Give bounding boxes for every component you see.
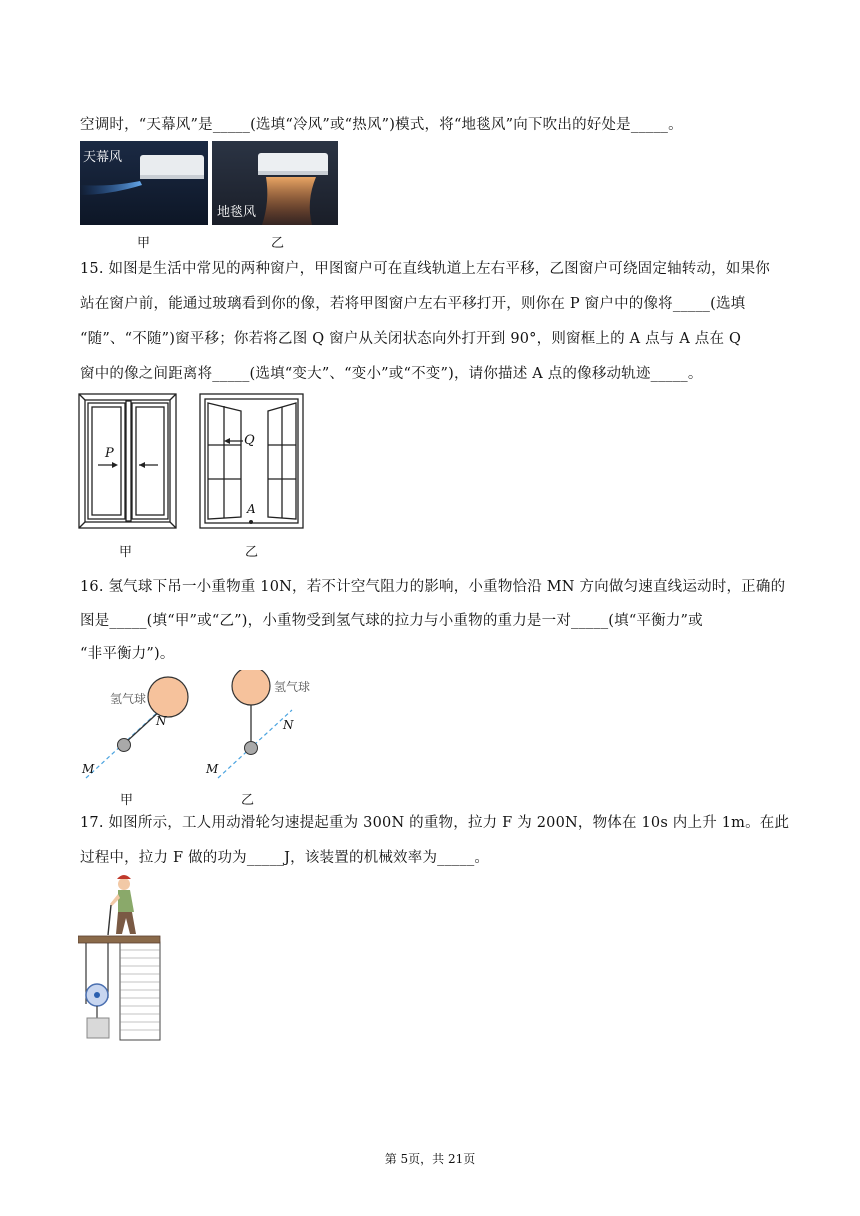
text-line-7: 图是_____(填“甲”或“乙”)，小重物受到氢气球的拉力与小重物的重力是一对_____(填“平衡力”或: [80, 613, 703, 629]
caption-14-left: 甲: [137, 236, 151, 251]
text-line-10: 过程中，拉力 F 做的功为_____J，该装置的机械效率为_____。: [80, 850, 490, 866]
page-footer: 第 5页，共 21页: [384, 1152, 476, 1166]
figure-17: [78, 868, 168, 1056]
balloon-left: [148, 677, 188, 717]
sliding-window: [79, 394, 176, 528]
text-line-9: 17. 如图所示，工人用动滑轮匀速提起重为 300N 的重物，拉力 F 为 200N，物体在 10s 内上升 1m。在此: [80, 815, 790, 831]
weight-block: [87, 1018, 109, 1038]
text-line-1: 空调时，“天幕风”是_____(选填“冷风”或“热风”)模式，将“地毯风”向下吹出的好处是_____。: [80, 117, 683, 133]
caption-16-right: 乙: [241, 793, 255, 808]
label-n-left: N: [156, 714, 167, 728]
balloon-right: [232, 670, 270, 705]
caption-14-right: 乙: [271, 236, 285, 251]
brick-wall: [120, 942, 160, 1040]
label-balloon-left: 氢气球: [110, 692, 147, 706]
pulley-diagram: [78, 868, 168, 1052]
weight-right: [245, 742, 258, 755]
label-n-right: N: [283, 718, 294, 732]
window-diagrams: [78, 393, 308, 529]
label-q: Q: [244, 433, 255, 448]
worker: [110, 875, 136, 934]
text-line-2: 15. 如图是生活中常见的两种窗户，甲图窗户可在直线轨道上左右平移，乙图窗户可绕固定轴转动，如果你: [80, 261, 770, 277]
label-tianmu: 天幕风: [83, 150, 123, 165]
figure-15: [78, 393, 308, 533]
label-m-right: M: [206, 762, 219, 776]
caption-15-left: 甲: [119, 545, 133, 560]
caption-15-right: 乙: [245, 545, 259, 560]
figure-14: [80, 141, 340, 233]
label-m-left: M: [82, 762, 95, 776]
text-line-5: 窗中的像之间距离将_____(选填“变大”、“变小”或“不变”)，请你描述 A 点的像移动轨迹_____。: [80, 366, 703, 382]
caption-16-left: 甲: [120, 793, 134, 808]
figure-16: [80, 670, 320, 790]
label-ditan: 地毯风: [217, 205, 257, 220]
label-p: P: [105, 446, 114, 461]
weight-left: [118, 739, 131, 752]
label-a: A: [247, 502, 256, 516]
text-line-3: 站在窗户前，能通过玻璃看到你的像，若将甲图窗户左右平移打开，则你在 P 窗户中的像将_____(选填: [80, 296, 746, 312]
platform: [78, 936, 160, 943]
text-line-4: “随”、“不随”)窗平移；你若将乙图 Q 窗户从关闭状态向外打开到 90°，则窗框上的 A 点与 A 点在 Q: [80, 331, 742, 347]
text-line-8: “非平衡力”)。: [80, 646, 175, 662]
label-balloon-right: 氢气球: [274, 680, 311, 694]
text-line-6: 16. 氢气球下吊一小重物重 10N，若不计空气阻力的影响，小重物恰沿 MN 方向做匀速直线运动时，正确的: [80, 579, 786, 595]
